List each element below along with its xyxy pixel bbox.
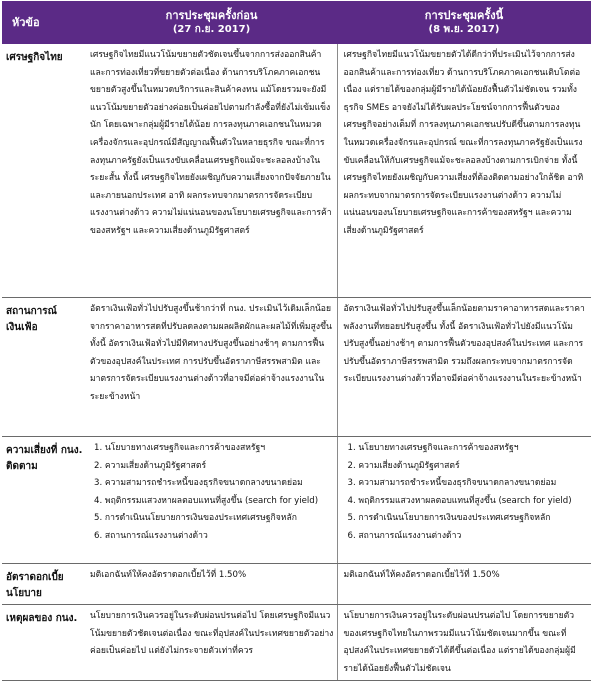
list-item: 6. สถานการณ์แรงงานต่างด้าว	[94, 530, 208, 541]
header-previous-meeting	[86, 1, 337, 44]
list-item: 5. การดำเนินนโยบายการเงินของประเทศเศรษฐกิจหลัก	[94, 513, 297, 524]
current-cell	[337, 437, 591, 564]
current-cell: เศรษฐกิจไทยมีแนวโน้มขยายตัวได้ดีกว่าที่ประเมินไว้จากการส่งออกสินค้าและการท่องเที่ยว ด้านการบริโภคภาคเอกชนเติบโตต่อเนื่อง แต่รายได้ของกลุ่มผู้มีรายได้น้อยยังฟื้นตัวไม่ชัดเจน รวมทั้งธุรกิจ SMEs อาจยังไม่ได้รับผลประโยชน์จากการฟื้นตัวของเศรษฐกิจอย่างเต็มที่ การลงทุนภาคเอกชนปรับดีขึ้นตามการลงทุนในหมวดเครื่องจักรและอุปกรณ์ ขณะที่การลงทุนภาครัฐยังเป็นแรงขับเคลื่อนให้กับเศรษฐกิจแม้จะชะลอลงบ้างตามการเบิกจ่าย ทั้งนี้ เศรษฐกิจไทยยังเผชิญกับความเสี่ยงที่ต้องติดตามอย่างใกล้ชิด อาทิ ผลกระทบจากมาตรการจัดระเบียบแรงงานต่างด้าว ความไม่แน่นอนของนโยบายเศรษฐกิจและการค้าของสหรัฐฯ และความเสี่ยงด้านภูมิรัฐศาสตร์	[337, 44, 591, 298]
comparison-table	[2, 1, 591, 681]
current-cell: นโยบายการเงินควรอยู่ในระดับผ่อนปรนต่อไป โดยการขยายตัวของเศรษฐกิจไทยในภาพรวมมีแนวโน้มชัดเจนมากขึ้น ขณะที่อุปสงค์ในประเทศขยายตัวได้ดีขึ้นต่อเนื่อง แต่รายได้ของกลุ่มผู้มีรายได้น้อยยังฟื้นตัวไม่ชัดเจน	[337, 605, 591, 681]
list-item: 3. ความสามารถชำระหนี้ของธุรกิจขนาดกลางขนาดย่อม	[94, 478, 303, 489]
previous-cell: นโยบายการเงินควรอยู่ในระดับผ่อนปรนต่อไป โดยเศรษฐกิจมีแนวโน้มขยายตัวชัดเจนต่อเนื่อง ขณะที่อุปสงค์ในประเทศขยายตัวอย่างค่อยเป็นค่อยไป แต่ยังไม่กระจายตัวเท่าที่ควร	[86, 605, 337, 681]
current-cell: มติเอกฉันท์ให้คงอัตราดอกเบี้ยไว้ที่ 1.50%	[337, 564, 591, 605]
list-item: 1. นโยบายทางเศรษฐกิจและการค้าของสหรัฐฯ	[94, 443, 266, 453]
row-topic: ความเสี่ยงที่ กนง. ติดตาม	[2, 437, 86, 564]
header-row	[2, 1, 591, 44]
previous-meeting-date: (27 ก.ย. 2017)	[172, 23, 251, 35]
previous-cell: เศรษฐกิจไทยมีแนวโน้มขยายตัวชัดเจนขึ้นจากการส่งออกสินค้าและการท่องเที่ยวที่ขยายตัวต่อเนื่อง ด้านการบริโภคภาคเอกชนขยายตัวสูงขึ้นในหมวดบริการและสินค้าคงทน แม้โดยรวมจะยังมีแนวโน้มขยายตัวอย่างค่อยเป็นค่อยไปตามกำลังซื้อที่ยังไม่เข้มแข็งนัก โดยเฉพาะกลุ่มผู้มีรายได้น้อย การลงทุนภาคเอกชนในหมวดเครื่องจักรและอุปกรณ์มีสัญญาณฟื้นตัวในหลายธุรกิจ ขณะที่การลงทุนภาครัฐยังเป็นแรงขับเคลื่อนเศรษฐกิจแม้จะชะลอลงบ้างในระยะสั้น ทั้งนี้ เศรษฐกิจไทยยังเผชิญกับความเสี่ยงจากปัจจัยภายในและภายนอกประเทศ อาทิ ผลกระทบจากมาตรการจัดระเบียบแรงงานต่างด้าว ความไม่แน่นอนของนโยบายเศรษฐกิจและการค้าของสหรัฐฯ และความเสี่ยงด้านภูมิรัฐศาสตร์	[86, 44, 337, 298]
list-item: 6. สถานการณ์แรงงานต่างด้าว	[347, 530, 462, 541]
header-current-meeting	[337, 1, 591, 44]
list-item: 2. ความเสี่ยงด้านภูมิรัฐศาสตร์	[94, 460, 207, 471]
row-topic: อัตราดอกเบี้ยนโยบาย	[2, 564, 86, 605]
list-item: 4. พฤติกรรมแสวงหาผลตอบแทนที่สูงขึ้น (search for yield)	[94, 495, 319, 506]
list-item: 5. การดำเนินนโยบายการเงินของประเทศเศรษฐกิจหลัก	[347, 513, 551, 524]
previous-cell	[86, 437, 337, 564]
previous-cell: อัตราเงินเฟ้อทั่วไปปรับสูงขึ้นช้ากว่าที่ กนง. ประเมินไว้เดิมเล็กน้อย จากราคาอาหารสดที่ปรับลดลงตามผลผลิตผักและผลไม้ที่เพิ่มสูงขึ้น ทั้งนี้ อัตราเงินเฟ้อทั่วไปมีทิศทางปรับสูงขึ้นอย่างช้าๆ ตามการฟื้นตัวของอุปสงค์ในประเทศ การปรับขึ้นอัตราภาษีสรรพสามิต และมาตรการจัดระเบียบแรงงานต่างด้าวที่อาจมีต่อค่าจ้างแรงงานในระยะข้างหน้า	[86, 298, 337, 437]
row-thai-economy	[2, 44, 591, 298]
list-item: 4. พฤติกรรมแสวงหาผลตอบแทนที่สูงขึ้น (search for yield)	[347, 495, 572, 506]
risk-list-previous	[90, 440, 334, 546]
row-topic: เหตุผลของ กนง.	[2, 605, 86, 681]
current-meeting-title: การประชุมครั้งนี้	[424, 8, 504, 22]
row-topic: เศรษฐกิจไทย	[2, 44, 86, 298]
row-risks	[2, 437, 591, 564]
current-cell: อัตราเงินเฟ้อทั่วไปปรับสูงขึ้นเล็กน้อยตามราคาอาหารสดและราคาพลังงานที่ทยอยปรับสูงขึ้น ทั้งนี้ อัตราเงินเฟ้อทั่วไปยังมีแนวโน้มปรับสูงขึ้นอย่างช้าๆ ตามการฟื้นตัวของอุปสงค์ในประเทศ และการปรับขึ้นอัตราภาษีสรรพสามิต รวมถึงผลกระทบจากมาตรการจัดระเบียบแรงงานต่างด้าวที่อาจมีต่อค่าจ้างแรงงานในระยะข้างหน้า	[337, 298, 591, 437]
current-meeting-date: (8 พ.ย. 2017)	[428, 23, 500, 35]
risk-list-current	[344, 440, 589, 546]
row-inflation	[2, 298, 591, 437]
list-item: 1. นโยบายทางเศรษฐกิจและการค้าของสหรัฐฯ	[347, 443, 519, 453]
list-item: 2. ความเสี่ยงด้านภูมิรัฐศาสตร์	[347, 460, 460, 471]
list-item: 3. ความสามารถชำระหนี้ของธุรกิจขนาดกลางขนาดย่อม	[347, 478, 557, 489]
row-policy-rate	[2, 564, 591, 605]
row-topic: สถานการณ์เงินเฟ้อ	[2, 298, 86, 437]
header-topic: หัวข้อ	[2, 1, 86, 44]
previous-meeting-title: การประชุมครั้งก่อน	[165, 8, 258, 22]
row-mpc-rationale	[2, 605, 591, 681]
previous-cell: มติเอกฉันท์ให้คงอัตราดอกเบี้ยไว้ที่ 1.50%	[86, 564, 337, 605]
